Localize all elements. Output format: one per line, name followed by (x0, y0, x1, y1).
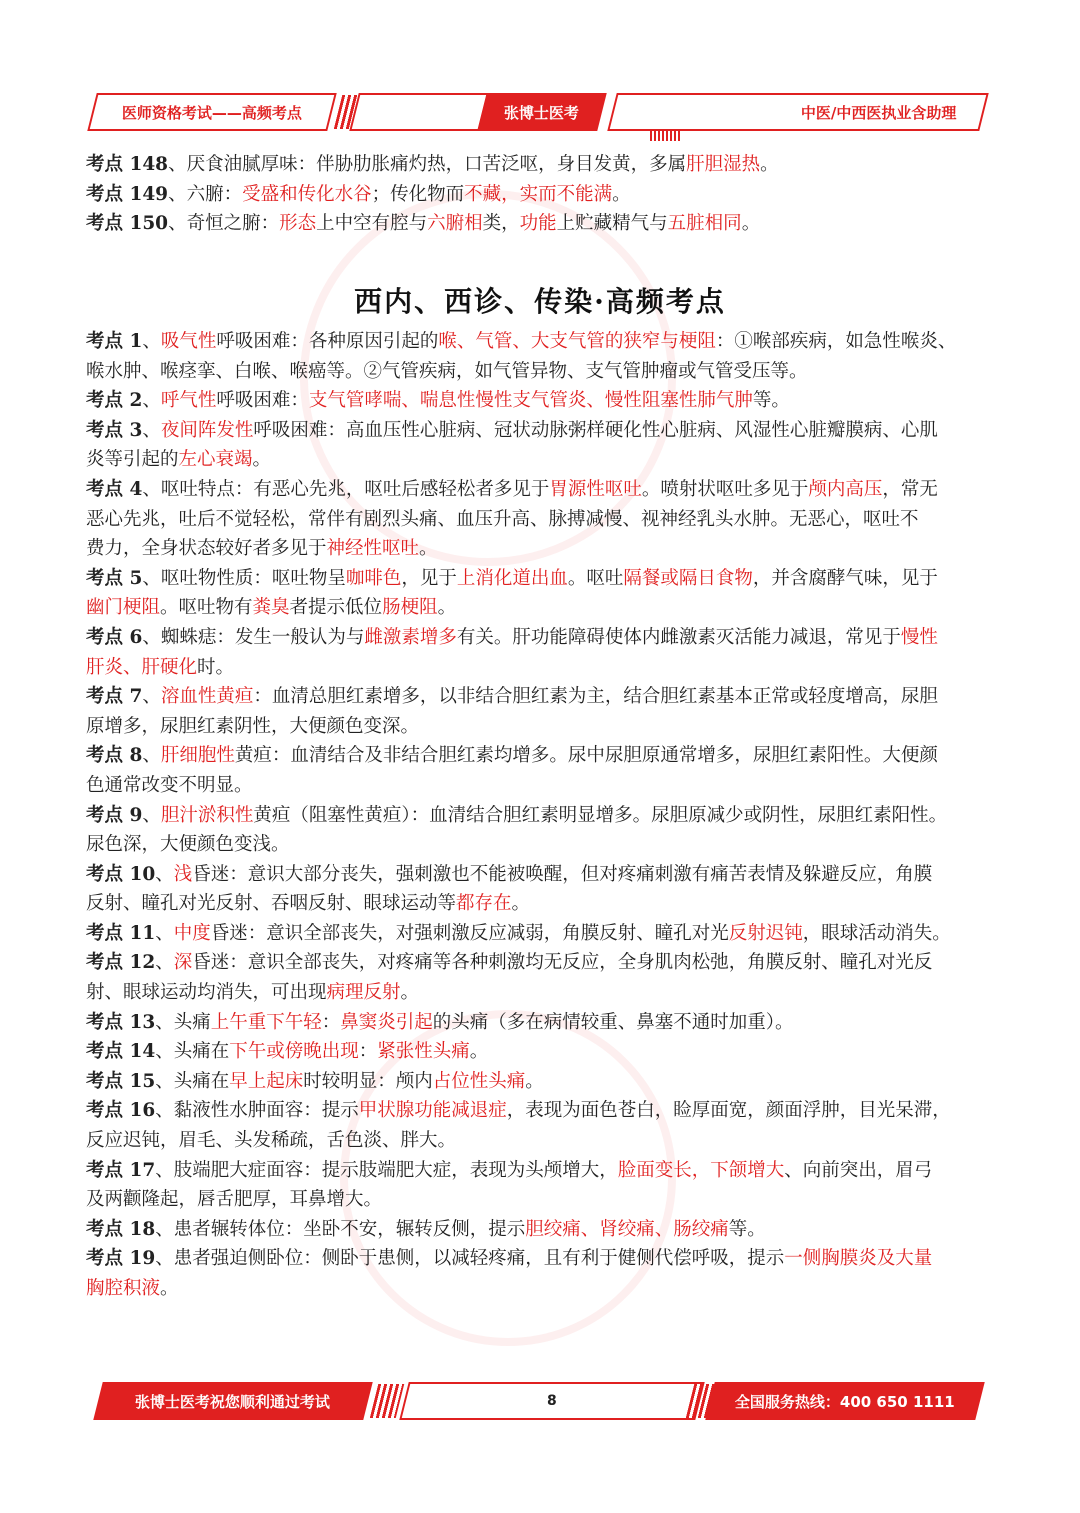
body-text: 昏迷：意识大部分丧失，强刺激也不能被唤醒，但对疼痛刺激有痛苦表情及躲避反应，角膜 (192, 863, 933, 885)
highlight-text: 肝炎、肝硬化 (86, 656, 198, 678)
highlight-text: 紧张性头痛 (377, 1041, 470, 1063)
body-text: 、 (155, 922, 174, 944)
body-text: ：①喉部疾病，如急性喉炎、 (715, 331, 957, 352)
highlight-text: 吸气性 (160, 331, 217, 352)
section-title: 西内、西诊、传染·高频考点 (354, 285, 726, 318)
highlight-text: 一侧胸膜炎及大量 (784, 1248, 933, 1270)
highlight-text: 呼气性 (160, 390, 217, 412)
highlight-text: 不藏，实而不能满 (464, 183, 613, 205)
body-text: 尿色深，大便颜色变浅。 (86, 834, 290, 856)
highlight-text: 胆绞痛、肾绞痛、肠绞痛 (525, 1218, 729, 1240)
body-text: 、奇恒之腑： (168, 213, 280, 235)
highlight-text: 六腑相 (427, 213, 483, 235)
highlight-text: 上消化道出血 (456, 567, 568, 589)
text-line (86, 978, 996, 1008)
body-text: ，见于 (401, 567, 457, 589)
body-text: 、 (142, 331, 161, 352)
body-text: ： (321, 1011, 341, 1033)
body-text: 炎等引起的 (86, 449, 179, 471)
body-text: 上贮藏精气与 (556, 213, 668, 235)
page-footer (92, 1382, 986, 1420)
text-line (86, 564, 996, 594)
body-text: 的头痛（多在病情较重、鼻塞不通时加重）。 (432, 1011, 794, 1033)
body-text: 。 (511, 893, 531, 915)
body-text: 。呕吐物有 (160, 597, 253, 619)
text-line (86, 1274, 996, 1304)
content-block-main (86, 327, 996, 1304)
body-text: 喉水肿、喉痉挛、白喉、喉癌等。②气管疾病，如气管异物、支气管肿瘤或气管受压等。 (86, 360, 808, 382)
footer-page-box (399, 1382, 704, 1420)
text-line (86, 1156, 996, 1186)
text-line (86, 830, 996, 860)
text-line (86, 357, 996, 387)
highlight-text: 早上起床 (229, 1070, 304, 1092)
body-text: ，并含腐酵气味，见于 (752, 567, 938, 589)
point-label: 考点 1 (86, 331, 143, 352)
highlight-text: 胃源性呕吐 (549, 478, 642, 500)
text-line (86, 1215, 996, 1245)
text-line (86, 771, 996, 801)
body-text: 。呕吐 (567, 567, 624, 589)
body-text: 。 (469, 1041, 489, 1063)
body-text: 。喷射状呕吐多见于 (641, 478, 809, 500)
body-text: 。 (612, 183, 631, 205)
highlight-text: 支气管哮喘、喘息性慢性支气管炎、慢性阻塞性肺气肿 (308, 390, 753, 412)
highlight-text: 鼻窦炎引起 (340, 1011, 433, 1033)
header-right-text: 中医/中西医执业含助理 (800, 103, 956, 122)
highlight-text: 幽门梗阻 (86, 597, 161, 619)
highlight-text: 夜间阵发性 (160, 419, 254, 441)
body-text: 恶心先兆，吐后不觉轻松，常伴有剧烈头痛、血压升高、脉搏减慢、视神经乳头水肿。无恶心，呕吐不 (86, 508, 919, 530)
highlight-text: 粪臭 (252, 597, 290, 619)
text-line (86, 1185, 996, 1215)
text-line (86, 534, 996, 564)
footer-stripes (370, 1384, 404, 1418)
highlight-text: 胸腔积液 (86, 1278, 161, 1299)
page-number: 8 (547, 1393, 557, 1409)
body-text: 。 (160, 1278, 179, 1299)
body-text: 等。 (752, 390, 790, 412)
point-label: 考点 9 (86, 804, 143, 826)
highlight-text: 肝细胞性 (160, 745, 235, 767)
body-text: 等。 (728, 1218, 766, 1240)
body-text: 原增多，尿胆红素阴性，大便颜色变深。 (86, 715, 420, 737)
header-blank-box (349, 93, 488, 131)
point-label: 考点 8 (86, 745, 143, 767)
highlight-text: 形态 (279, 213, 317, 235)
text-line (86, 623, 996, 653)
point-label: 考点 10 (86, 863, 156, 885)
body-text: 、 (142, 745, 161, 767)
text-line (86, 1037, 996, 1067)
page-header (92, 93, 986, 131)
point-label: 考点 6 (86, 626, 143, 648)
body-text: 呼吸困难： (216, 390, 309, 412)
body-text: 、头痛在 (155, 1041, 230, 1063)
body-text: 、六腑： (168, 183, 243, 205)
header-under-stripes (650, 131, 682, 141)
body-text: 时较明显：颅内 (303, 1070, 433, 1092)
body-text: 反射、瞳孔对光反射、吞咽反射、眼球运动等 (86, 893, 457, 915)
highlight-text: 肝胆湿热 (686, 154, 761, 175)
text-line (86, 1067, 996, 1097)
text-line (86, 593, 996, 623)
body-text: 呼吸困难：各种原因引起的 (216, 331, 439, 352)
highlight-text: 肠梗阻 (382, 597, 438, 619)
point-label: 考点 18 (86, 1218, 156, 1240)
highlight-text: 左心衰竭 (178, 449, 253, 471)
body-text: 、呕吐物性质：呕吐物呈 (142, 567, 346, 589)
body-text: 、蜘蛛痣：发生一般认为与 (142, 626, 365, 648)
highlight-text: 隔餐或隔日食物 (623, 567, 753, 589)
point-label: 考点 13 (86, 1011, 156, 1033)
text-line (86, 1008, 996, 1038)
body-text: 射、眼球运动均消失，可出现 (86, 982, 327, 1004)
body-text: 。 (760, 154, 779, 175)
body-text: 、黏液性水肿面容：提示 (155, 1100, 359, 1122)
point-label: 考点 11 (86, 922, 156, 944)
text-line (86, 682, 996, 712)
text-line (86, 1244, 996, 1274)
body-text: 、患者强迫侧卧位：侧卧于患侧，以减轻疼痛，且有利于健侧代偿呼吸，提示 (155, 1248, 785, 1270)
highlight-text: 甲状腺功能减退症 (358, 1100, 507, 1122)
header-left-text: 医师资格考试——高频考点 (121, 103, 302, 122)
highlight-text: 五脏相同 (667, 213, 742, 235)
text-line (86, 801, 996, 831)
body-text: 。 (252, 449, 272, 471)
body-text: 、 (142, 686, 161, 708)
body-text: 者提示低位 (289, 597, 383, 619)
body-text: 有关。肝功能障碍使体内雌激素灭活能力减退，常见于 (456, 626, 901, 648)
text-line (86, 919, 996, 949)
body-text: 昏迷：意识全部丧失，对疼痛等各种刺激均无反应，全身肌肉松弛，角膜反射、瞳孔对光反 (192, 952, 933, 974)
body-text: ，常无 (882, 478, 938, 500)
text-line (86, 150, 996, 180)
body-text: 、 (155, 863, 174, 885)
body-text: ：血清总胆红素增多，以非结合胆红素为主，结合胆红素基本正常或轻度增高，尿胆 (253, 686, 938, 708)
highlight-text: 溶血性黄疸 (160, 686, 254, 708)
body-text: 类， (482, 213, 520, 235)
body-text: 。 (525, 1070, 544, 1092)
content-block-top (86, 150, 996, 239)
text-line (86, 180, 996, 210)
text-line (86, 860, 996, 890)
point-label: 考点 2 (86, 390, 143, 412)
header-center-box (477, 93, 606, 131)
point-label: 考点 150 (86, 213, 169, 235)
body-text: 、呕吐特点：有恶心先兆，呕吐后感轻松者多见于 (142, 478, 550, 500)
body-text: 上中空有腔与 (316, 213, 428, 235)
highlight-text: 上午重下午轻 (210, 1011, 322, 1033)
point-label: 考点 15 (86, 1070, 156, 1092)
body-text: 黄疸（阻塞性黄疸）：血清结合胆红素明显增多。尿胆原减少或阴性，尿胆红素阳性。 (253, 804, 948, 826)
body-text: 。 (741, 213, 761, 235)
highlight-text: 咖啡色 (345, 567, 402, 589)
body-text: ，眼球活动消失。 (802, 922, 951, 944)
body-text: 黄疸：血清结合及非结合胆红素均增多。尿中尿胆原通常增多，尿胆红素阳性。大便颜 (234, 745, 938, 767)
highlight-text: 中度 (173, 922, 211, 944)
point-label: 考点 3 (86, 419, 143, 441)
highlight-text: 喉、气管、大支气管的狭窄与梗阻 (438, 331, 716, 352)
highlight-text: 都存在 (456, 893, 512, 915)
highlight-text: 浅 (173, 863, 193, 885)
body-text: 、头痛在 (155, 1070, 230, 1092)
highlight-text: 神经性呕吐 (326, 538, 420, 560)
point-label: 考点 17 (86, 1159, 156, 1181)
highlight-text: 深 (173, 952, 193, 974)
body-text: ： (358, 1041, 378, 1063)
header-left-box (87, 93, 336, 131)
body-text: 。 (419, 538, 438, 560)
footer-left-box (93, 1382, 372, 1420)
point-label: 考点 16 (86, 1100, 156, 1122)
body-text: 费力，全身状态较好者多见于 (86, 538, 327, 560)
footer-right-box (705, 1382, 984, 1420)
point-label: 考点 14 (86, 1041, 156, 1063)
point-label: 考点 19 (86, 1248, 156, 1270)
text-line (86, 712, 996, 742)
header-center-text: 张博士医考 (504, 103, 580, 122)
point-label: 考点 12 (86, 952, 156, 974)
text-line (86, 889, 996, 919)
highlight-text: 反射迟钝 (728, 922, 803, 944)
point-label: 考点 7 (86, 686, 143, 708)
body-text: 。 (400, 982, 420, 1004)
body-text: 、 (142, 419, 161, 441)
body-text: 色通常改变不明显。 (86, 774, 253, 796)
body-text: 、肢端肥大症面容：提示肢端肥大症，表现为头颅增大， (155, 1159, 618, 1181)
text-line (86, 505, 996, 535)
text-line (86, 475, 996, 505)
text-line (86, 386, 996, 416)
text-line (86, 209, 996, 239)
footer-left-text: 张博士医考祝您顺利通过考试 (135, 1392, 331, 1411)
text-line (86, 327, 996, 357)
body-text: 及两颧隆起，唇舌肥厚，耳鼻增大。 (86, 1189, 383, 1211)
text-line (86, 1126, 996, 1156)
body-text: 、 (142, 804, 161, 826)
highlight-text: 胆汁淤积性 (160, 804, 254, 826)
text-line (86, 445, 996, 475)
body-text: 时。 (197, 656, 235, 678)
body-text: 昏迷：意识全部丧失，对强刺激反应减弱，角膜反射、瞳孔对光 (210, 922, 729, 944)
highlight-text: 功能 (519, 213, 557, 235)
highlight-text: 颅内高压 (808, 478, 883, 500)
highlight-text: 雌激素增多 (364, 626, 457, 648)
highlight-text: 占位性头痛 (432, 1070, 526, 1092)
body-text: 、 (155, 952, 174, 974)
body-text: 、向前突出，眉弓 (784, 1159, 933, 1181)
text-line (86, 741, 996, 771)
point-label: 考点 4 (86, 478, 143, 500)
body-text: 呼吸困难：高血压性心脏病、冠状动脉粥样硬化性心脏病、风湿性心脏瓣膜病、心肌 (253, 419, 938, 441)
highlight-text: 慢性 (900, 626, 938, 648)
text-line (86, 1096, 996, 1126)
text-line (86, 948, 996, 978)
body-text: 。 (437, 597, 457, 619)
body-text: ，表现为面色苍白，睑厚面宽，颜面浮肿，目光呆滞， (506, 1100, 951, 1122)
highlight-text: 下午或傍晚出现 (229, 1041, 359, 1063)
point-label: 考点 5 (86, 567, 143, 589)
point-label: 考点 149 (86, 183, 169, 205)
footer-right-text: 全国服务热线：400 650 1111 (735, 1392, 955, 1411)
body-text: 反应迟钝，眉毛、头发稀疏，舌色淡、胖大。 (86, 1130, 457, 1152)
highlight-text: 受盛和传化水谷 (242, 183, 372, 205)
body-text: 、 (142, 390, 161, 412)
text-line (86, 653, 996, 683)
point-label: 考点 148 (86, 154, 169, 175)
highlight-text: 脸面变长，下颌增大 (617, 1159, 785, 1181)
body-text: ；传化物而 (371, 183, 465, 205)
text-line (86, 416, 996, 446)
highlight-text: 病理反射 (326, 982, 401, 1004)
body-text: 、厌食油腻厚味：伴胁肋胀痛灼热，口苦泛呕，身目发黄，多属 (168, 154, 687, 175)
header-right-box (607, 93, 988, 131)
body-text: 、患者辗转体位：坐卧不安，辗转反侧，提示 (155, 1218, 526, 1240)
body-text: 、头痛 (155, 1011, 211, 1033)
